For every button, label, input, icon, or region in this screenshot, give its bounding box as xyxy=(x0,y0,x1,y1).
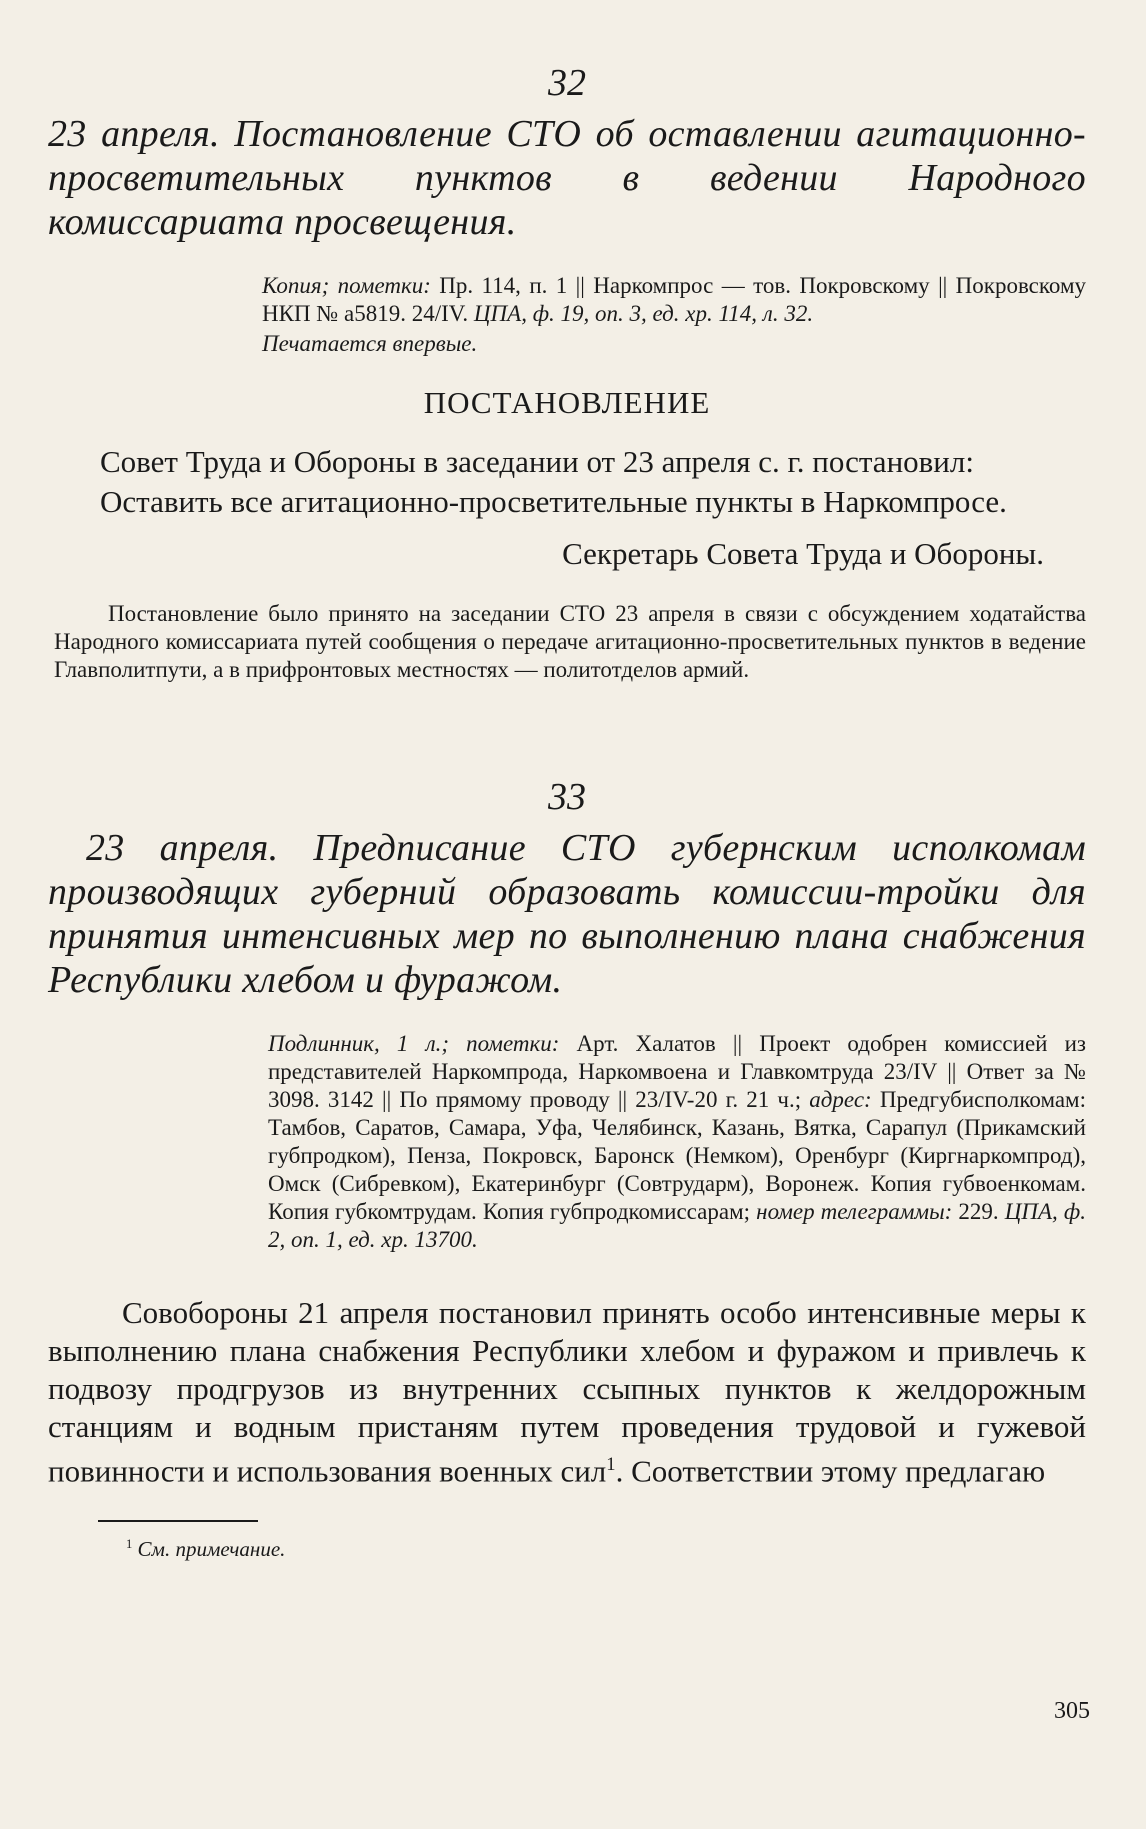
document-number: 33 xyxy=(548,776,586,818)
address-text: Предгубисполкомам: Тамбов, Саратов, Самара, Уфа, Челябинск, Казань, Вятка, Сарапул (Прикамский губпродком), Пенза, Покровск, Баронск (Немком), Оренбург (Киргнаркомпрод), Омск (Сибревком), Екатеринбург (Совтрударм), Воронеж. Копия губвоенкомам. Копия губкомтрудам. Копия губпродкомиссарам; xyxy=(268,1087,1086,1224)
body-paragraph: Совет Труда и Обороны в заседании от 23 апреля с. г. постановил: xyxy=(100,444,974,479)
section-spacer xyxy=(48,684,1086,762)
footnote-divider xyxy=(98,1520,258,1522)
footnote-mark: 1 xyxy=(126,1537,133,1552)
footnote-text: См. примечание. xyxy=(137,1537,286,1562)
source-text: Пр. 114, п. 1 || Наркомпрос — тов. Покровскому || Покровскому НКП № а5819. 24/IV. xyxy=(262,273,1087,326)
source-note xyxy=(268,1030,1086,1254)
body-paragraph xyxy=(48,1294,1086,1490)
source-label: Копия; пометки: xyxy=(262,273,431,298)
archive-reference: ЦПА, ф. 2, оп. 1, ед. хр. 13700. xyxy=(268,1199,1086,1252)
section-heading: ПОСТАНОВЛЕНИЕ xyxy=(423,385,711,420)
telegram-label: номер телеграммы: xyxy=(756,1199,953,1224)
document-title: 23 апреля. Предписание СТО губернским исполкомам производящих губерний образовать комиссии-тройки для принятия интенсивных мер по выполнению плана снабжения Республики хлебом и фуражом. xyxy=(48,827,1086,1001)
address-label: адрес: xyxy=(809,1087,872,1112)
body-text-tail: . Соответствии этому предлагаю xyxy=(615,1453,1046,1489)
source-label: Подлинник, 1 л.; пометки: xyxy=(268,1031,560,1056)
page-number: 305 xyxy=(1054,1698,1090,1724)
document-title: 23 апреля. Постановление СТО об оставлении агитационно-просветительных пунктов в ведении Народного комиссариата просвещения. xyxy=(48,113,1086,243)
body-paragraph: Оставить все агитационно-просветительные пункты в Наркомпросе. xyxy=(100,484,1007,519)
source-note xyxy=(262,272,1086,328)
signature: Секретарь Совета Труда и Обороны. xyxy=(562,536,1044,571)
editorial-note: Постановление было принято на заседании СТО 23 апреля в связи с обсуждением ходатайства Народного комиссариата путей сообщения о передаче агитационно-просветительных пунктов в ведение Главполитпути, а в прифронтовых местностях — политотделов армий. xyxy=(54,601,1086,682)
telegram-number: 229. xyxy=(952,1199,1005,1224)
source-text: Арт. Халатов || Проект одобрен комиссией из представителей Наркомпрода, Наркомвоена и Главкомтруда 23/IV || Ответ за № 3098. 3142 || По прямому проводу || 23/IV-20 г. 21 ч.; xyxy=(268,1031,1086,1112)
footnote xyxy=(126,1530,1086,1563)
archive-reference: ЦПА, ф. 19, оп. 3, ед. хр. 114, л. 32. xyxy=(473,301,814,326)
document-number: 32 xyxy=(548,62,586,104)
publication-note: Печатается впервые. xyxy=(262,331,478,356)
footnote-marker[interactable]: 1 xyxy=(606,1454,616,1475)
body-text: Совобороны 21 апреля постановил принять особо интенсивные меры к выполнению плана снабжения Республики хлебом и фуражом и привлечь к подвозу продгрузов из внутренних ссыпных пунктов к желдорожным станциям и водным пристаням путем проведения трудовой и гужевой повинности и использования военных сил xyxy=(48,1295,1086,1489)
